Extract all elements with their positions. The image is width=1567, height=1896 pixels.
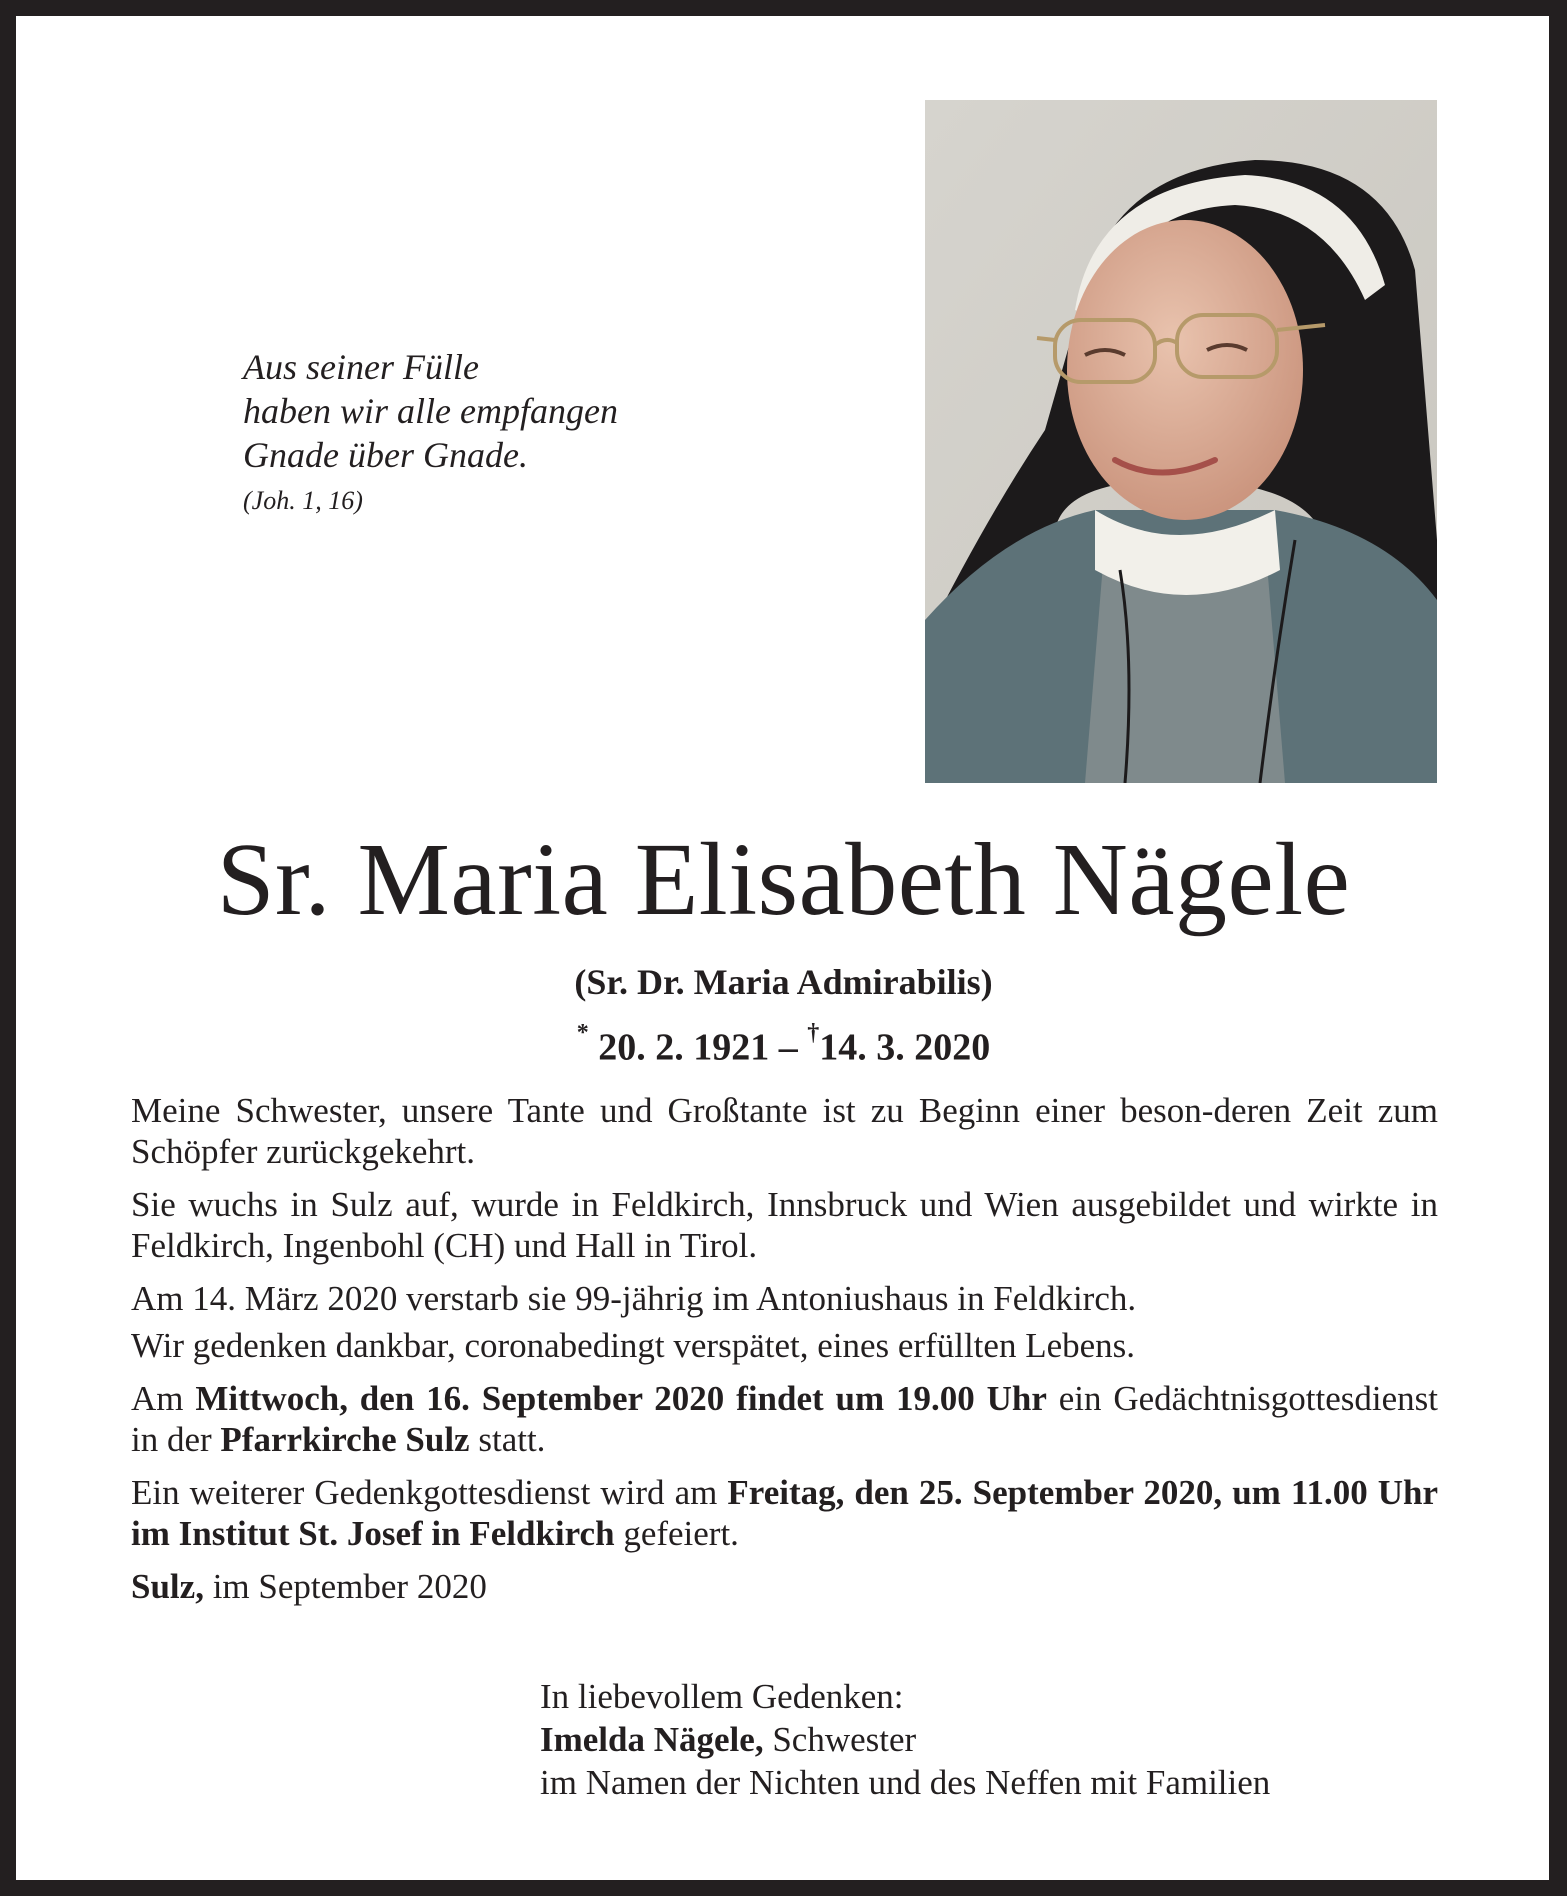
month-year: im September 2020 <box>212 1567 487 1606</box>
paragraph-death: Am 14. März 2020 verstarb sie 99-jährig im Antoniushaus in Feldkirch. <box>131 1279 1137 1318</box>
service2-details: Freitag, den 25. September 2020, um 11.00 Uhr im Institut St. Josef in Feldkirch <box>131 1473 1439 1553</box>
closing-signature <box>540 1675 1270 1804</box>
deceased-name: Sr. Maria Elisabeth Nägele <box>216 822 1351 937</box>
birth-date: 20. 2. 1921 <box>598 1026 770 1069</box>
birth-symbol: * <box>576 1020 589 1046</box>
paragraph-biography: Sie wuchs in Sulz auf, wurde in Feldkirch, Innsbruck und Wien ausgebildet und wirkte in Feldkirch, Ingenbohl (CH) und Hall in Tirol. <box>131 1185 1438 1265</box>
service1-text: ein Gedächtnisgottesdienst in der <box>131 1379 1439 1459</box>
portrait-photo <box>925 100 1437 783</box>
death-date: 14. 3. 2020 <box>819 1026 991 1069</box>
quote-reference: (Joh. 1, 16) <box>243 486 363 515</box>
quote-line-3: Gnade über Gnade. <box>243 435 528 475</box>
deceased-alias: (Sr. Dr. Maria Admirabilis) <box>574 962 993 1002</box>
date-separator: – <box>778 1026 798 1069</box>
death-symbol: † <box>807 1020 820 1046</box>
paragraph-remembrance: Wir gedenken dankbar, coronabedingt verspätet, eines erfüllten Lebens. <box>131 1326 1136 1365</box>
service1-prefix: Am <box>131 1379 184 1418</box>
portrait-illustration <box>925 100 1437 783</box>
bible-quote <box>243 345 618 521</box>
service1-suffix: statt. <box>478 1420 546 1459</box>
service2-prefix: Ein weiterer Gedenkgottesdienst wird am <box>131 1473 718 1512</box>
service1-datetime: Mittwoch, den 16. September 2020 findet um 19.00 Uhr <box>195 1379 1047 1418</box>
paragraph-intro: Meine Schwester, unsere Tante und Großtante ist zu Beginn einer beson-deren Zeit zum Schöpfer zurückgekehrt. <box>131 1091 1438 1171</box>
signer-name: Imelda Nägele, <box>540 1720 764 1759</box>
paragraph-memorial-service-2 <box>131 1472 1438 1554</box>
service1-location: Pfarrkirche Sulz <box>220 1420 470 1459</box>
closing-greeting: In liebevollem Gedenken: <box>540 1677 904 1716</box>
quote-line-1: Aus seiner Fülle <box>243 347 479 387</box>
signer-role: Schwester <box>772 1720 917 1759</box>
place: Sulz, <box>131 1567 204 1606</box>
quote-line-2: haben wir alle empfangen <box>243 391 618 431</box>
life-dates <box>0 1015 1567 1072</box>
signer-line <box>540 1718 1270 1761</box>
family-line: im Namen der Nichten und des Neffen mit Familien <box>540 1763 1271 1802</box>
service2-suffix: gefeiert. <box>623 1514 739 1553</box>
paragraph-memorial-service-1 <box>131 1378 1438 1460</box>
place-date-line <box>131 1566 1438 1607</box>
obituary-text <box>131 1090 1438 1619</box>
